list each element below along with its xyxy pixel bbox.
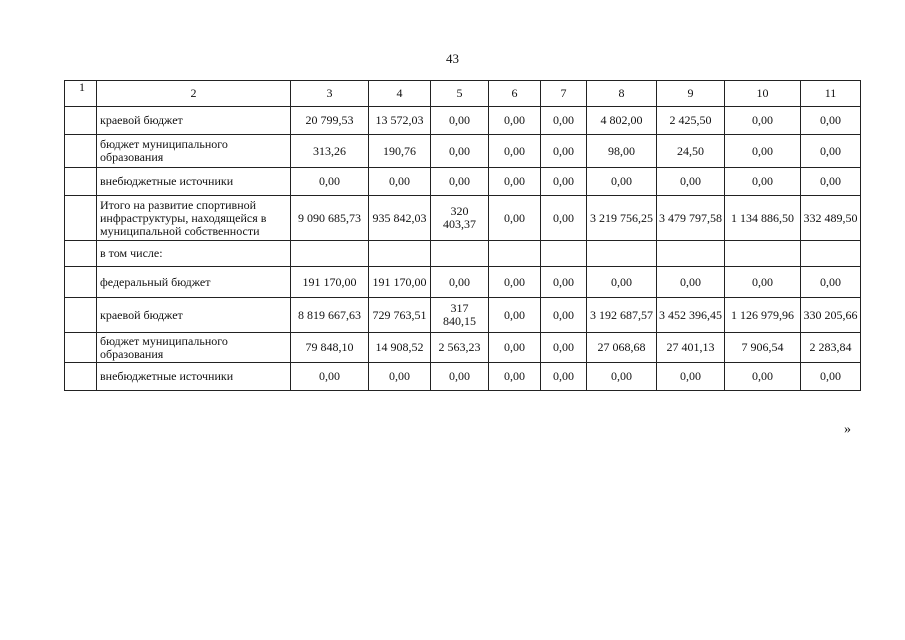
- value-cell: 4 802,00: [587, 107, 657, 135]
- header-cell: 7: [541, 81, 587, 107]
- row-label: в том числе:: [97, 241, 291, 267]
- value-cell: 3 219 756,25: [587, 196, 657, 241]
- value-cell: 0,00: [291, 363, 369, 391]
- value-cell: 3 479 797,58: [657, 196, 725, 241]
- row-label: федеральный бюджет: [97, 267, 291, 298]
- value-cell: 0,00: [541, 363, 587, 391]
- value-cell: 332 489,50: [801, 196, 861, 241]
- value-cell: 0,00: [489, 267, 541, 298]
- value-cell: 0,00: [801, 363, 861, 391]
- table-row: [65, 168, 861, 196]
- value-cell: 0,00: [725, 168, 801, 196]
- value-cell: 0,00: [725, 107, 801, 135]
- value-cell: 0,00: [489, 135, 541, 168]
- value-cell: 0,00: [541, 196, 587, 241]
- table-row: [65, 196, 861, 241]
- value-cell: 0,00: [369, 363, 431, 391]
- value-cell: 729 763,51: [369, 298, 431, 333]
- value-cell: 0,00: [541, 168, 587, 196]
- value-cell: [541, 241, 587, 267]
- row-label: Итого на развитие спортивной инфраструктуры, находящейся в муниципальной собственности: [97, 196, 291, 241]
- row-number-cell: [65, 241, 97, 267]
- value-cell: 8 819 667,63: [291, 298, 369, 333]
- value-cell: 935 842,03: [369, 196, 431, 241]
- row-number-cell: [65, 196, 97, 241]
- value-cell: 0,00: [431, 363, 489, 391]
- table-row: [65, 363, 861, 391]
- value-cell: 0,00: [489, 333, 541, 363]
- value-cell: 20 799,53: [291, 107, 369, 135]
- value-cell: 0,00: [489, 363, 541, 391]
- table-row: [65, 298, 861, 333]
- value-cell: 0,00: [541, 107, 587, 135]
- row-number-cell: [65, 168, 97, 196]
- value-cell: 190,76: [369, 135, 431, 168]
- value-cell: 0,00: [431, 267, 489, 298]
- row-label: бюджет муниципального образования: [97, 333, 291, 363]
- value-cell: 0,00: [489, 298, 541, 333]
- row-number-cell: [65, 135, 97, 168]
- value-cell: 0,00: [587, 363, 657, 391]
- value-cell: 0,00: [489, 107, 541, 135]
- row-number-cell: [65, 298, 97, 333]
- value-cell: 0,00: [587, 267, 657, 298]
- value-cell: 0,00: [541, 135, 587, 168]
- row-label: краевой бюджет: [97, 107, 291, 135]
- header-row: [65, 81, 861, 107]
- header-cell: 6: [489, 81, 541, 107]
- table-row: [65, 241, 861, 267]
- header-cell: 10: [725, 81, 801, 107]
- page-number: 43: [446, 51, 459, 66]
- value-cell: [725, 241, 801, 267]
- value-cell: 3 192 687,57: [587, 298, 657, 333]
- value-cell: 0,00: [801, 168, 861, 196]
- header-cell: 9: [657, 81, 725, 107]
- value-cell: 0,00: [431, 168, 489, 196]
- value-cell: 191 170,00: [369, 267, 431, 298]
- value-cell: 191 170,00: [291, 267, 369, 298]
- value-cell: 2 283,84: [801, 333, 861, 363]
- value-cell: 27 068,68: [587, 333, 657, 363]
- row-number-cell: [65, 363, 97, 391]
- header-cell: 2: [97, 81, 291, 107]
- value-cell: 0,00: [431, 107, 489, 135]
- value-cell: 0,00: [587, 168, 657, 196]
- value-cell: 0,00: [489, 196, 541, 241]
- header-cell: 8: [587, 81, 657, 107]
- row-label: краевой бюджет: [97, 298, 291, 333]
- value-cell: 0,00: [801, 135, 861, 168]
- header-cell: 4: [369, 81, 431, 107]
- value-cell: 0,00: [541, 333, 587, 363]
- value-cell: 0,00: [657, 363, 725, 391]
- value-cell: 9 090 685,73: [291, 196, 369, 241]
- value-cell: 1 126 979,96: [725, 298, 801, 333]
- header-cell: 5: [431, 81, 489, 107]
- value-cell: 2 563,23: [431, 333, 489, 363]
- header-cell: 1: [65, 81, 97, 107]
- value-cell: 3 452 396,45: [657, 298, 725, 333]
- value-cell: 317 840,15: [431, 298, 489, 333]
- value-cell: 24,50: [657, 135, 725, 168]
- row-label: внебюджетные источники: [97, 363, 291, 391]
- value-cell: 13 572,03: [369, 107, 431, 135]
- value-cell: [431, 241, 489, 267]
- value-cell: [587, 241, 657, 267]
- value-cell: 0,00: [657, 267, 725, 298]
- value-cell: 0,00: [725, 135, 801, 168]
- value-cell: 27 401,13: [657, 333, 725, 363]
- value-cell: 0,00: [801, 267, 861, 298]
- header-cell: 11: [801, 81, 861, 107]
- value-cell: 0,00: [541, 298, 587, 333]
- value-cell: 0,00: [725, 267, 801, 298]
- value-cell: [369, 241, 431, 267]
- row-number-cell: [65, 267, 97, 298]
- table-body: [65, 81, 861, 391]
- value-cell: 0,00: [541, 267, 587, 298]
- value-cell: 0,00: [431, 135, 489, 168]
- budget-table: [64, 80, 861, 391]
- value-cell: 320 403,37: [431, 196, 489, 241]
- value-cell: [801, 241, 861, 267]
- value-cell: [291, 241, 369, 267]
- row-number-cell: [65, 333, 97, 363]
- value-cell: [489, 241, 541, 267]
- value-cell: 1 134 886,50: [725, 196, 801, 241]
- value-cell: 0,00: [489, 168, 541, 196]
- table-row: [65, 267, 861, 298]
- value-cell: 0,00: [725, 363, 801, 391]
- value-cell: 2 425,50: [657, 107, 725, 135]
- row-number-cell: [65, 107, 97, 135]
- value-cell: 330 205,66: [801, 298, 861, 333]
- table-row: [65, 135, 861, 168]
- value-cell: 0,00: [801, 107, 861, 135]
- value-cell: 98,00: [587, 135, 657, 168]
- table-row: [65, 107, 861, 135]
- value-cell: 0,00: [291, 168, 369, 196]
- value-cell: 0,00: [369, 168, 431, 196]
- value-cell: 14 908,52: [369, 333, 431, 363]
- closing-quote: »: [844, 422, 851, 437]
- row-label: бюджет муниципального образования: [97, 135, 291, 168]
- value-cell: 313,26: [291, 135, 369, 168]
- value-cell: 79 848,10: [291, 333, 369, 363]
- table-row: [65, 333, 861, 363]
- value-cell: [657, 241, 725, 267]
- header-cell: 3: [291, 81, 369, 107]
- value-cell: 0,00: [657, 168, 725, 196]
- row-label: внебюджетные источники: [97, 168, 291, 196]
- value-cell: 7 906,54: [725, 333, 801, 363]
